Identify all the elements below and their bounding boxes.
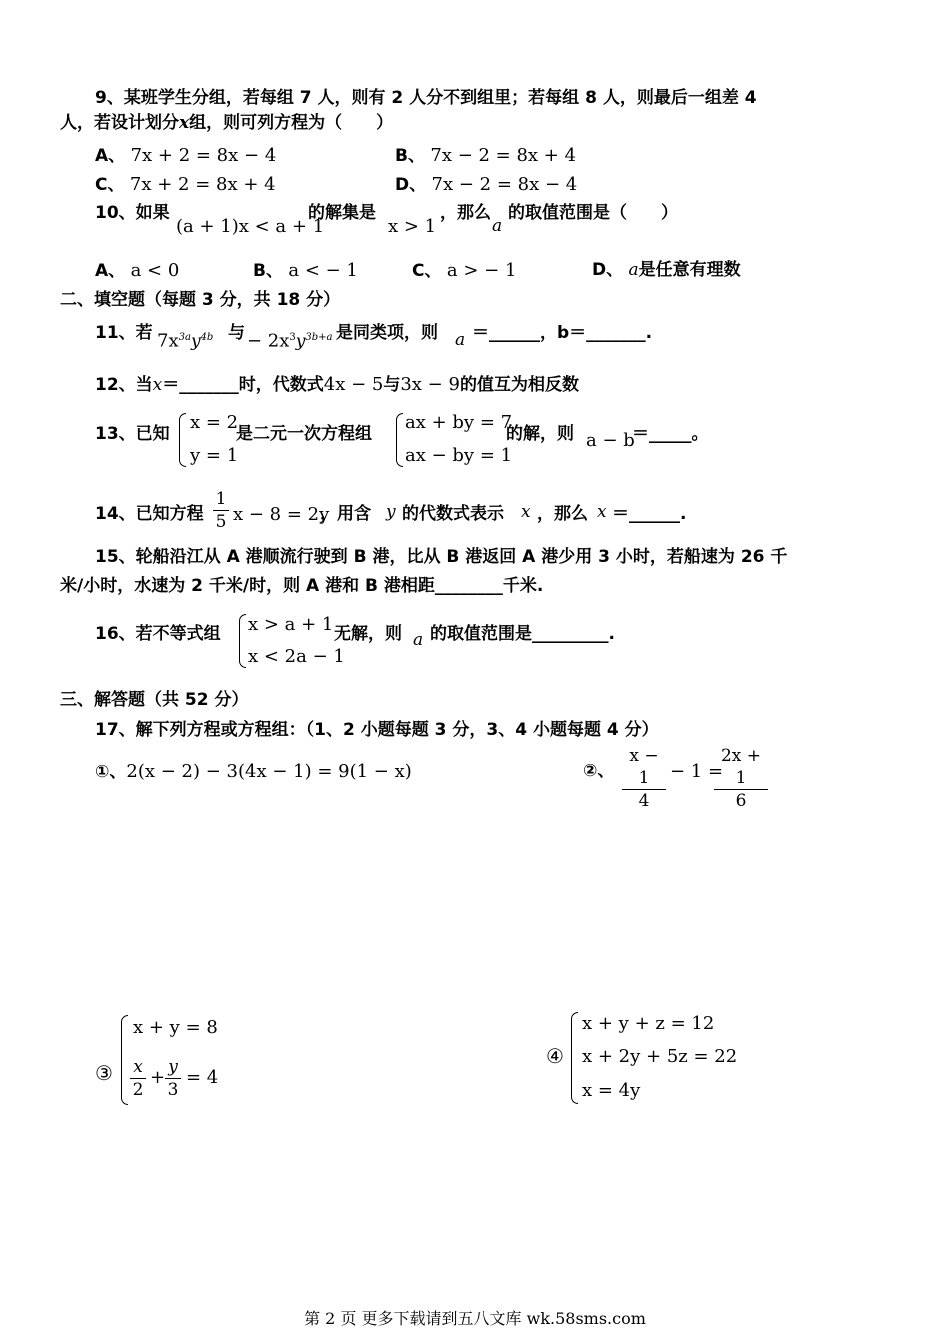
- q11-term2: − $2x^3y^{3b+a}$: [247, 330, 333, 352]
- q10-var: a: [492, 216, 503, 236]
- q14-mid2: 的代数式表示: [402, 504, 504, 524]
- q14-mid: ，用含: [320, 504, 371, 524]
- q14-tail: ＝______.: [612, 504, 687, 524]
- q11-mid2: 是同类项，则: [336, 323, 438, 343]
- q14-equation: x − 8 = 2y: [233, 504, 330, 525]
- q15-line1: 15、轮船沿江从 A 港顺流行驶到 B 港，比从 B 港返回 A 港少用 3 小时，若船速为 26 千: [95, 547, 788, 567]
- q16-line2: x < 2a − 1: [248, 646, 345, 667]
- q9-option-a: A、 7x + 2 = 8x − 4: [95, 145, 277, 166]
- q9-option-d: D、 7x − 2 = 8x − 4: [395, 174, 578, 195]
- q13-mid2: 的解，则: [506, 424, 574, 444]
- q16-var: a: [413, 630, 424, 650]
- q17-p3-line1: x + y = 8: [133, 1017, 218, 1038]
- q13-brace-2: [396, 413, 403, 467]
- q17-p3-fraction-1: $\frac{x}{2}$: [130, 1056, 146, 1101]
- q13-tail: ＝_____。: [632, 424, 709, 444]
- q16-prefix: 16、若不等式组: [95, 624, 221, 644]
- q14-var-x: x: [521, 502, 531, 522]
- q17-p3-fraction-2: $\frac{y}{3}$: [165, 1056, 181, 1101]
- q17-p4-brace: [571, 1012, 578, 1104]
- q15-line2: 米/小时，水速为 2 千米/时，则 A 港和 B 港相距________千米.: [60, 576, 544, 596]
- q17-problem-4-label: ④: [546, 1044, 564, 1068]
- q17-p4-line3: x = 4y: [582, 1080, 641, 1101]
- q17-p2-fraction-2: $\frac{2x + 1}{6}$: [714, 745, 768, 812]
- q10-option-c: C、 a > − 1: [412, 260, 517, 281]
- q10-prefix: 10、如果: [95, 203, 170, 223]
- q9-line2: 人，若设计划分x组，则可列方程为（ ）: [60, 113, 394, 133]
- q16-mid: 无解，则: [334, 624, 402, 644]
- q13-expr: a − b: [586, 430, 635, 451]
- q14-var-y: y: [386, 502, 396, 522]
- q13-sys2-line1: ax + by = 7: [405, 412, 513, 433]
- q9-option-b: B、 7x − 2 = 8x + 4: [395, 145, 577, 166]
- q10-mid2: ，那么: [440, 203, 491, 223]
- q17-p4-line1: x + y + z = 12: [582, 1013, 715, 1034]
- q16-tail: 的取值范围是_________.: [430, 624, 615, 644]
- q11-mid: 与: [228, 323, 245, 343]
- section-solve-heading: 三、解答题（共 52 分）: [60, 690, 249, 710]
- q11-tail: ＝______，b＝_______.: [472, 323, 653, 343]
- q17-problem-3-label: ③: [95, 1061, 113, 1085]
- q10-mid: 的解集是: [308, 203, 376, 223]
- q13-sys2-line2: ax − by = 1: [405, 445, 513, 466]
- q13-mid: 是二元一次方程组: [236, 424, 372, 444]
- page-footer: 第 2 页 更多下载请到五八文库 wk.58sms.com: [304, 1309, 646, 1328]
- q13-brace-1: [179, 413, 186, 467]
- q14-prefix: 14、已知方程: [95, 504, 204, 524]
- q16-brace: [239, 614, 246, 668]
- q10-suffix: 的取值范围是（ ）: [508, 203, 678, 223]
- q14-var-x2: x: [597, 502, 607, 522]
- q11-prefix: 11、若: [95, 323, 153, 343]
- q13-sys1-line2: y = 1: [190, 445, 239, 466]
- q17-p4-line2: x + 2y + 5z = 22: [582, 1046, 738, 1067]
- q10-inequality: (a + 1)x < a + 1: [176, 216, 325, 237]
- q14-mid3: ，那么: [537, 504, 588, 524]
- q12-line: 12、当x＝_______时，代数式4x − 5与3x − 9的值互为相反数: [95, 374, 579, 395]
- q13-sys1-line1: x = 2: [190, 412, 239, 433]
- q9-option-c: C、 7x + 2 = 8x + 4: [95, 174, 276, 195]
- section-fill-in-heading: 二、填空题（每题 3 分，共 18 分）: [60, 290, 341, 310]
- q11-term1: $7x^{3a}y^{4b}$: [157, 330, 214, 352]
- q17-p3-brace: [121, 1015, 128, 1105]
- q10-solution: x > 1: [388, 216, 437, 237]
- q10-option-a: A、 a < 0: [95, 260, 180, 281]
- q17-p2-fraction-1: $\frac{x - 1}{4}$: [622, 745, 666, 812]
- q11-var: a: [455, 330, 466, 350]
- q17-p2-mid: − 1 =: [670, 761, 724, 782]
- q9-line1: 9、某班学生分组，若每组 7 人，则有 2 人分不到组里；若每组 8 人，则最后一组差 4: [95, 88, 757, 108]
- q16-line1: x > a + 1: [248, 614, 334, 635]
- q13-prefix: 13、已知: [95, 424, 170, 444]
- q17-p3-eq: = 4: [186, 1067, 219, 1088]
- q17-problem-2-label: ②、: [583, 761, 615, 781]
- q14-fraction: $\frac{1}{5}$: [213, 488, 229, 533]
- q10-option-b: B、 a < − 1: [253, 260, 358, 281]
- q17-p3-plus: +: [150, 1067, 166, 1088]
- q17-title: 17、解下列方程或方程组：（1、2 小题每题 3 分，3、4 小题每题 4 分）: [95, 720, 659, 740]
- q17-problem-1: ①、2(x − 2) − 3(4x − 1) = 9(1 − x): [95, 761, 412, 782]
- q10-option-d: D、 a是任意有理数: [592, 260, 741, 280]
